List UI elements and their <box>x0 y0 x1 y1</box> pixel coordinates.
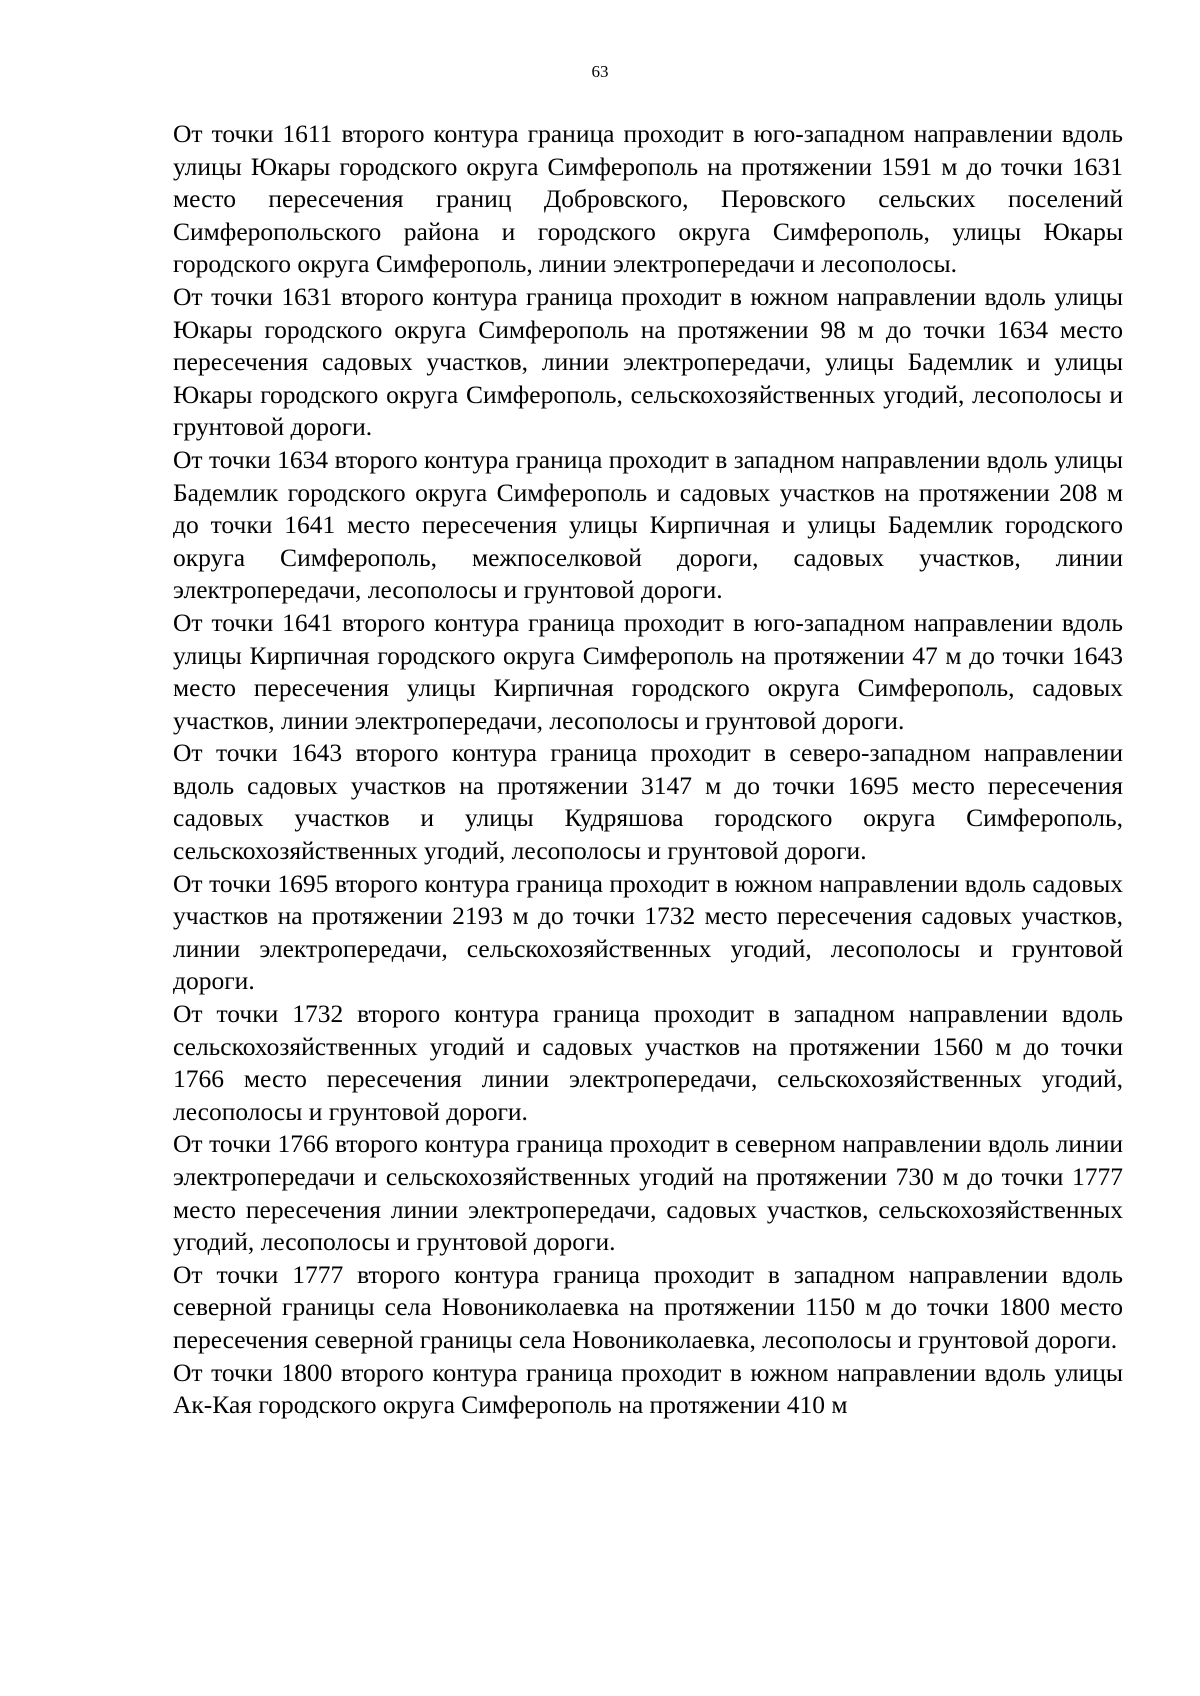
paragraph-1634: От точки 1634 второго контура граница проходит в западном направлении вдоль улицы Бадемлик городского округа Симферополь и садовых участков на протяжении 208 м до точки 1641 место пересечения улицы Кирпичная и улицы Бадемлик городского округа Симферополь, межпоселковой дороги, садовых участков, линии электропередачи, лесополосы и грунтовой дороги. <box>173 444 1123 605</box>
paragraph-1643: От точки 1643 второго контура граница проходит в северо-западном направлении вдоль садовых участков на протяжении 3147 м до точки 1695 место пересечения садовых участков и улицы Кудряшова городского округа Симферополь, сельскохозяйственных угодий, лесополосы и грунтовой дороги. <box>173 738 1123 866</box>
paragraph-1766: От точки 1766 второго контура граница проходит в северном направлении вдоль линии электропередачи и сельскохозяйственных угодий на протяжении 730 м до точки 1777 место пересечения линии электропередачи, садовых участков, сельскохозяйственных угодий, лесополосы и грунтовой дороги. <box>173 1129 1123 1257</box>
paragraph-1641: От точки 1641 второго контура граница проходит в юго-западном направлении вдоль улицы Кирпичная городского округа Симферополь на протяжении 47 м до точки 1643 место пересечения улицы Кирпичная городского округа Симферополь, садовых участков, линии электропередачи, лесополосы и грунтовой дороги. <box>173 607 1123 735</box>
paragraph-1631: От точки 1631 второго контура граница проходит в южном направлении вдоль улицы Юкары городского округа Симферополь на протяжении 98 м до точки 1634 место пересечения садовых участков, линии электропередачи, улицы Бадемлик и улицы Юкары городского округа Симферополь, сельскохозяйственных угодий, лесополосы и грунтовой дороги. <box>173 281 1123 442</box>
paragraph-1611: От точки 1611 второго контура граница проходит в юго-западном направлении вдоль улицы Юкары городского округа Симферополь на протяжении 1591 м до точки 1631 место пересечения границ Добровского, Перовского сельских поселений Симферопольского района и городского округа Симферополь, улицы Юкары городского округа Симферополь, линии электропередачи и лесополосы. <box>173 119 1123 279</box>
paragraph-1695: От точки 1695 второго контура граница проходит в южном направлении вдоль садовых участков на протяжении 2193 м до точки 1732 место пересечения садовых участков, линии электропередачи, сельскохозяйственных угодий, лесополосы и грунтовой дороги. <box>173 868 1123 996</box>
paragraph-1800: От точки 1800 второго контура граница проходит в южном направлении вдоль улицы Ак-Кая городского округа Симферополь на протяжении 410 м <box>173 1357 1123 1420</box>
document-body <box>173 118 1123 1422</box>
paragraph-1732: От точки 1732 второго контура граница проходит в западном направлении вдоль сельскохозяйственных угодий и садовых участков на протяжении 1560 м до точки 1766 место пересечения линии электропередачи, сельскохозяйственных угодий, лесополосы и грунтовой дороги. <box>173 999 1123 1126</box>
page-number: 63 <box>591 62 609 81</box>
paragraph-1777: От точки 1777 второго контура граница проходит в западном направлении вдоль северной границы села Новониколаевка на протяжении 1150 м до точки 1800 место пересечения северной границы села Новониколаевка, лесополосы и грунтовой дороги. <box>173 1259 1123 1354</box>
